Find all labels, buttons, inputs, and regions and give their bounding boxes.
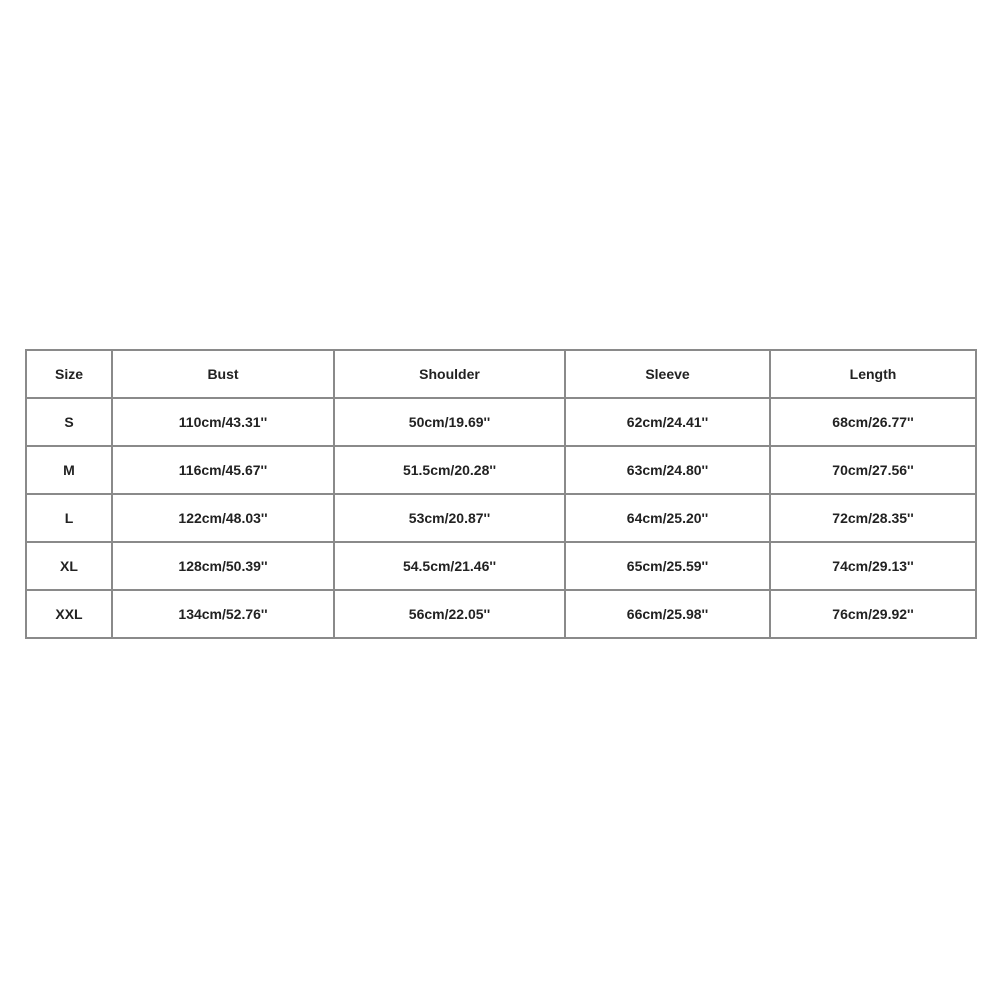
size-chart-table xyxy=(25,349,977,639)
header-size: Size xyxy=(26,350,112,398)
cell-size: S xyxy=(26,398,112,446)
table-row xyxy=(26,446,976,494)
cell-shoulder: 51.5cm/20.28'' xyxy=(334,446,565,494)
cell-size: XL xyxy=(26,542,112,590)
cell-shoulder: 50cm/19.69'' xyxy=(334,398,565,446)
cell-bust: 128cm/50.39'' xyxy=(112,542,334,590)
cell-sleeve: 66cm/25.98'' xyxy=(565,590,770,638)
cell-shoulder: 56cm/22.05'' xyxy=(334,590,565,638)
table-row xyxy=(26,542,976,590)
cell-size: XXL xyxy=(26,590,112,638)
cell-length: 74cm/29.13'' xyxy=(770,542,976,590)
cell-length: 68cm/26.77'' xyxy=(770,398,976,446)
cell-bust: 122cm/48.03'' xyxy=(112,494,334,542)
cell-sleeve: 63cm/24.80'' xyxy=(565,446,770,494)
cell-sleeve: 65cm/25.59'' xyxy=(565,542,770,590)
cell-bust: 134cm/52.76'' xyxy=(112,590,334,638)
cell-sleeve: 64cm/25.20'' xyxy=(565,494,770,542)
cell-size: L xyxy=(26,494,112,542)
cell-length: 76cm/29.92'' xyxy=(770,590,976,638)
header-bust: Bust xyxy=(112,350,334,398)
table-row xyxy=(26,494,976,542)
cell-size: M xyxy=(26,446,112,494)
table-row xyxy=(26,398,976,446)
cell-bust: 110cm/43.31'' xyxy=(112,398,334,446)
header-shoulder: Shoulder xyxy=(334,350,565,398)
cell-sleeve: 62cm/24.41'' xyxy=(565,398,770,446)
cell-bust: 116cm/45.67'' xyxy=(112,446,334,494)
header-length: Length xyxy=(770,350,976,398)
cell-length: 72cm/28.35'' xyxy=(770,494,976,542)
cell-shoulder: 53cm/20.87'' xyxy=(334,494,565,542)
header-row xyxy=(26,350,976,398)
cell-length: 70cm/27.56'' xyxy=(770,446,976,494)
header-sleeve: Sleeve xyxy=(565,350,770,398)
cell-shoulder: 54.5cm/21.46'' xyxy=(334,542,565,590)
table-row xyxy=(26,590,976,638)
